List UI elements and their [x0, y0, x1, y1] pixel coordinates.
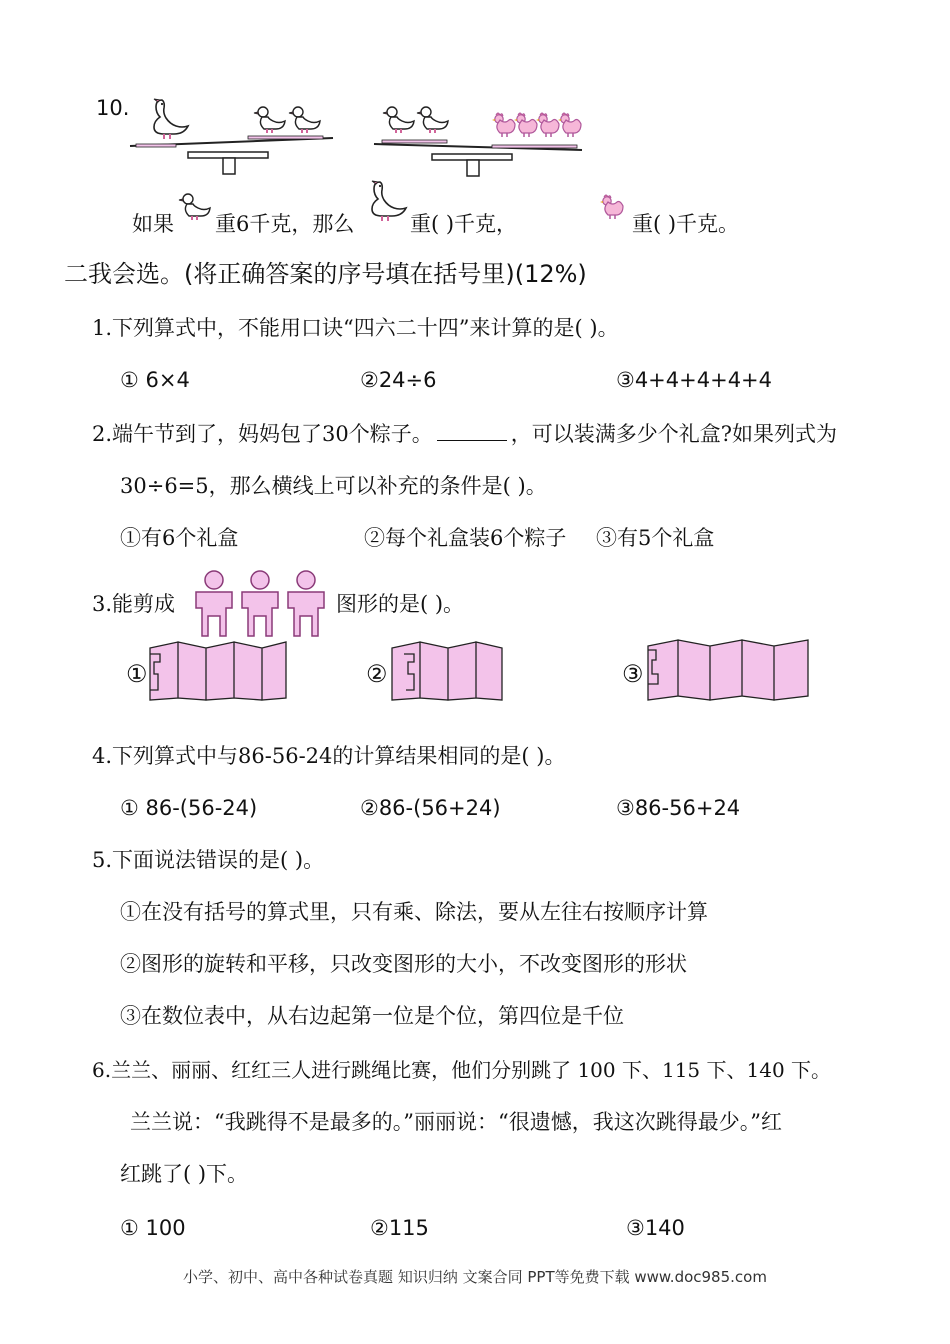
q1-option-3: ③4+4+4+4+4 [616, 368, 773, 392]
q4-option-3: ③86-56+24 [616, 796, 741, 820]
q6-stem-line3: 红跳了( )下。 [120, 1162, 249, 1186]
q3-stem-a: 3.能剪成 [92, 592, 176, 616]
footer-text: 小学、初中、高中各种试卷真题 知识归纳 文案合同 PPT等免费下载 www.doc985.com [183, 1268, 767, 1286]
balance-scale-1 [128, 88, 338, 180]
q6-stem-line2: 兰兰说：“我跳得不是最多的。”丽丽说：“很遗憾，我这次跳得最少。”红 [130, 1110, 782, 1134]
q2-option-3: ③有5个礼盒 [596, 526, 715, 550]
q10-text-d: 重( )千克。 [632, 212, 740, 236]
q4-option-1: ① 86-(56-24) [120, 796, 258, 820]
q3-label-3: ③ [622, 660, 644, 688]
q10-text-b: 重6千克，那么 [215, 212, 355, 236]
q5-option-3: ③在数位表中，从右边起第一位是个位，第四位是千位 [120, 1004, 624, 1028]
folded-paper-3 [646, 638, 812, 702]
paper-people-figure [190, 568, 330, 640]
q2-stem-line2: 30÷6=5，那么横线上可以补充的条件是( )。 [120, 474, 547, 498]
balance-scale-2 [372, 90, 587, 182]
q6-option-2: ②115 [370, 1216, 429, 1240]
q4-option-2: ②86-(56+24) [360, 796, 501, 820]
q3-label-2: ② [366, 660, 388, 688]
q5-option-1: ①在没有括号的算式里，只有乘、除法，要从左往右按顺序计算 [120, 900, 708, 924]
q2-option-2: ②每个礼盒装6个粽子 [364, 526, 567, 550]
q6-stem-line1: 6.兰兰、丽丽、红红三人进行跳绳比赛，他们分别跳了 100 下、115 下、140 下。 [92, 1058, 832, 1082]
duck-icon [178, 183, 212, 235]
q3-label-1: ① [126, 660, 148, 688]
folded-paper-1 [148, 640, 288, 702]
q1-option-1: ① 6×4 [120, 368, 190, 392]
q1-option-2: ②24÷6 [360, 368, 437, 392]
q6-option-1: ① 100 [120, 1216, 186, 1240]
q5-stem: 5.下面说法错误的是( )。 [92, 848, 325, 872]
q2-stem-line1 [92, 420, 837, 448]
chicken-icon [596, 188, 630, 236]
q10-text-a: 如果 [132, 212, 174, 236]
q2-stem-a: 2.端午节到了，妈妈包了30个粽子。 [92, 422, 433, 446]
q2-blank-line [437, 422, 507, 441]
q10-number: 10. [96, 96, 130, 120]
section-title: 二我会选。(将正确答案的序号填在括号里)(12%) [64, 260, 587, 288]
q5-option-2: ②图形的旋转和平移，只改变图形的大小，不改变图形的形状 [120, 952, 687, 976]
q6-option-3: ③140 [626, 1216, 685, 1240]
q4-stem: 4.下列算式中与86-56-24的计算结果相同的是( )。 [92, 744, 566, 768]
folded-paper-2 [390, 640, 506, 702]
q10-text-c: 重( )千克， [410, 212, 518, 236]
q2-stem-b: ，可以装满多少个礼盒?如果列式为 [510, 422, 838, 446]
q2-option-1: ①有6个礼盒 [120, 526, 239, 550]
q3-stem-b: 图形的是( )。 [336, 592, 465, 616]
q1-stem: 1.下列算式中，不能用口诀“四六二十四”来计算的是( )。 [92, 316, 619, 340]
goose-icon [366, 172, 410, 232]
